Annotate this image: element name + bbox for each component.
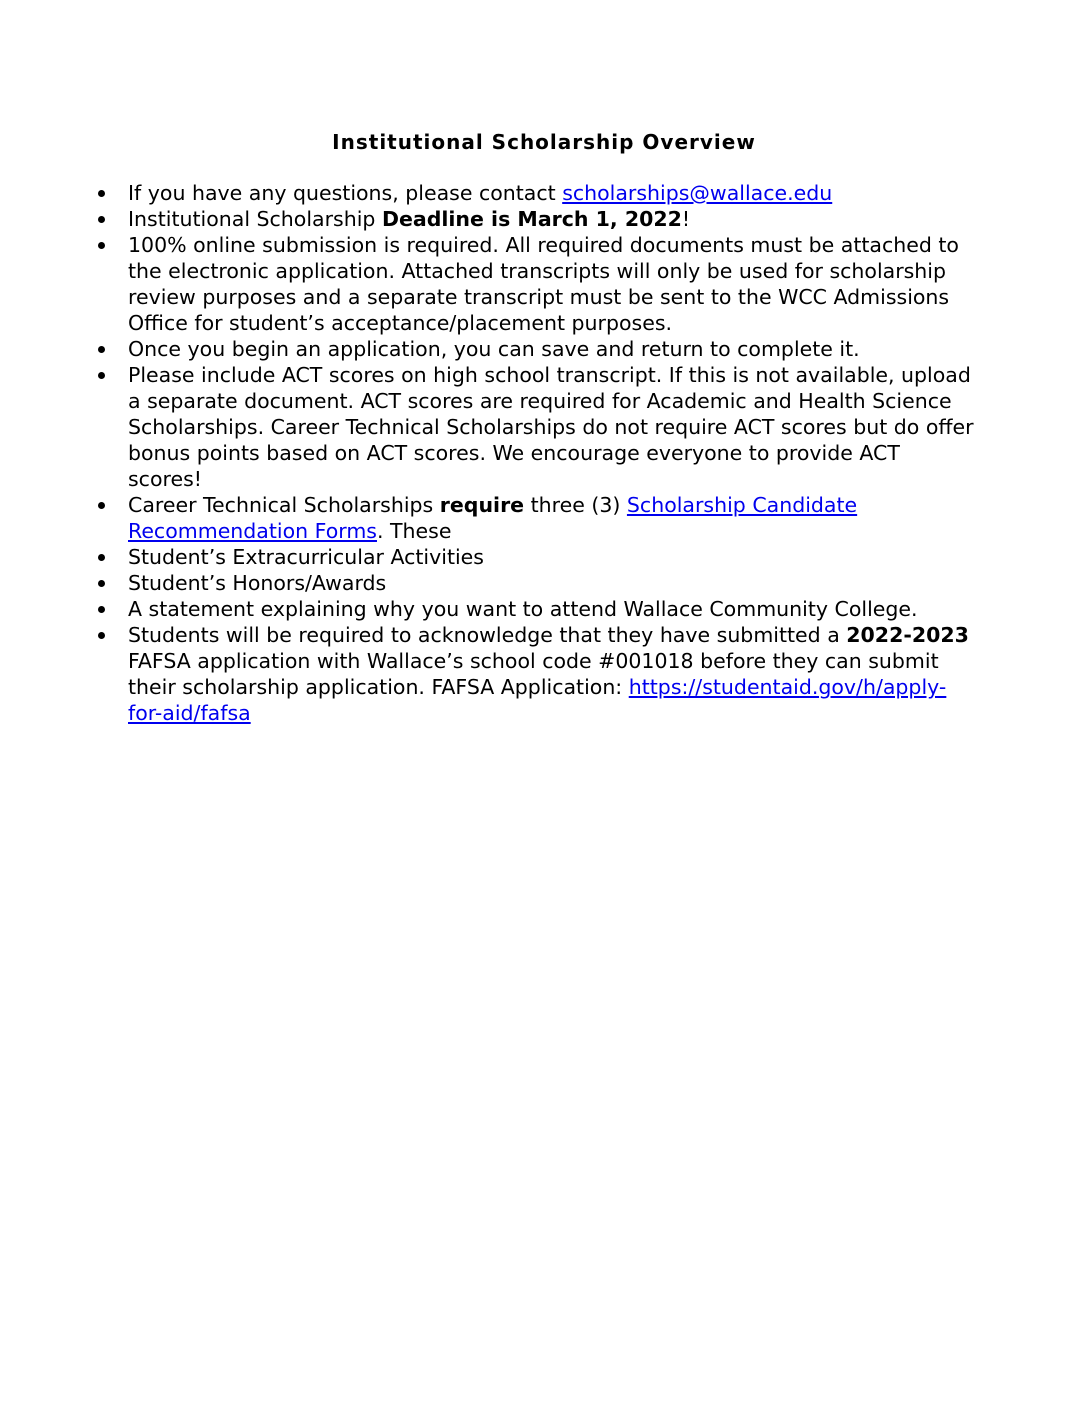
bullet-icon [98,346,105,353]
fafsa-year-text: 2022-2023 [846,623,969,647]
item-text: Once you begin an application, you can save and return to complete it. [128,337,860,361]
list-item [128,570,978,596]
item-text: Institutional Scholarship [128,207,382,231]
deadline-text: Deadline is March 1, 2022 [381,207,682,231]
bullet-icon [98,216,105,223]
list-item [128,622,978,726]
email-link[interactable]: scholarships@wallace.edu [562,181,833,205]
list-item [128,596,978,622]
list-item [128,544,978,570]
list-item [128,362,978,492]
item-text: A statement explaining why you want to attend Wallace Community College. [128,597,918,621]
item-text: Students will be required to acknowledge that they have submitted a [128,623,847,647]
item-text: three (3) [524,493,627,517]
bullet-icon [98,580,105,587]
bullet-icon [98,554,105,561]
item-text: Student’s Extracurricular Activities [128,545,484,569]
list-item [128,232,978,336]
item-text: Please include ACT scores on high school transcript. If this is not available, upload a separate document. ACT scores are required for Academic and Health Science Scholarships. Career Technical Scholarships do not require ACT scores but do offer bonus points based on ACT scores. We encourage everyone to provide ACT scores! [128,363,974,491]
bullet-icon [98,190,105,197]
bullet-icon [98,632,105,639]
bullet-icon [98,242,105,249]
require-text: require [439,493,525,517]
bullet-icon [98,502,105,509]
fafsa-link[interactable]: https://studentaid.gov/h/apply-for-aid/fafsa [128,675,947,725]
list-item [128,180,978,206]
item-text: Student’s Honors/Awards [128,571,387,595]
item-text: Career Technical Scholarships [128,493,440,517]
list-item [128,336,978,362]
item-text: . These [376,519,452,543]
item-text: 100% online submission is required. All required documents must be attached to the electronic application. Attached transcripts will only be used for scholarship review purposes and a separate transcript must be sent to the WCC Admissions Office for student’s acceptance/placement purposes. [128,233,959,335]
item-text: FAFSA application with Wallace’s school code #001018 before they can submit their scholarship application. FAFSA Application: [128,649,939,699]
item-text: If you have any questions, please contact [128,181,563,205]
bullet-list [128,180,978,726]
list-item [128,492,978,544]
item-text: ! [681,207,691,231]
bullet-icon [98,372,105,379]
recommendation-forms-link[interactable]: Scholarship Candidate Recommendation Forms [128,493,858,543]
bullet-icon [98,606,105,613]
list-item [128,206,978,232]
page-title: Institutional Scholarship Overview [332,130,756,154]
